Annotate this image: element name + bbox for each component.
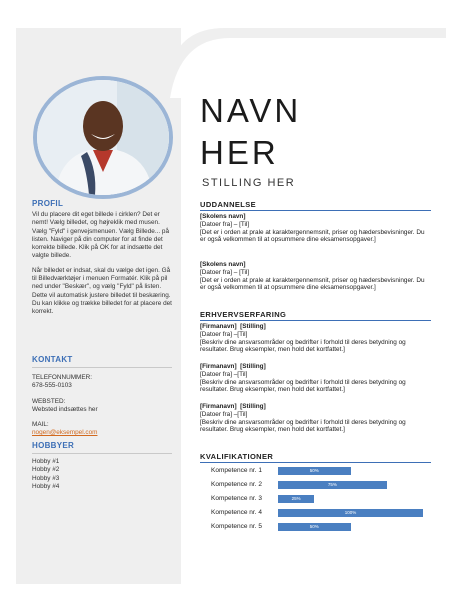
education-dates: [Datoer fra] – [Til] <box>200 268 250 276</box>
skill-label: Kompetence nr. 2 <box>211 481 262 488</box>
skill-row <box>200 480 431 490</box>
profile-heading: PROFIL <box>32 199 64 208</box>
education-dates: [Datoer fra] – [Til] <box>200 220 250 228</box>
job-role: [Stilling] <box>240 403 266 410</box>
education-entry <box>200 213 431 244</box>
experience-dates: [Datoer fra] –[Til] <box>200 330 248 338</box>
hobby-item: Hobby #1 <box>32 458 60 465</box>
phone-label: TELEFONNUMMER: <box>32 374 93 381</box>
skill-label: Kompetence nr. 1 <box>211 467 262 474</box>
experience-dates: [Datoer fra] –[Til] <box>200 410 248 418</box>
skill-label: Kompetence nr. 4 <box>211 509 262 516</box>
hobby-item: Hobby #2 <box>32 466 60 474</box>
skill-level-value: 50% <box>309 524 319 529</box>
company-name: [Firmanavn] <box>200 403 237 410</box>
contact-divider <box>32 367 172 368</box>
profile-photo[interactable] <box>33 76 173 199</box>
skill-level-bar <box>278 509 423 517</box>
hobbies-section <box>32 441 172 491</box>
header-arc-shape <box>170 28 446 98</box>
skill-level-value: 75% <box>327 482 337 487</box>
education-entry <box>200 261 431 292</box>
hobby-item: Hobby #4 <box>32 482 60 490</box>
skill-level-bar <box>278 523 351 531</box>
website-value: Websted indsættes her <box>32 405 98 413</box>
skill-label: Kompetence nr. 5 <box>211 523 262 530</box>
experience-entry <box>200 323 431 354</box>
experience-entry <box>200 403 431 434</box>
skill-row <box>200 466 431 476</box>
education-rule <box>200 210 431 211</box>
experience-heading: ERHVERVSERFARING <box>200 310 287 319</box>
phone-value: 678-555-0103 <box>32 382 72 390</box>
skill-level-bar <box>278 481 387 489</box>
hobbies-heading: HOBBYER <box>32 441 75 450</box>
experience-dates: [Datoer fra] –[Til] <box>200 370 248 378</box>
footer-arc-shape <box>160 520 200 584</box>
hobby-item: Hobby #3 <box>32 474 60 482</box>
skill-level-bar <box>278 495 314 503</box>
experience-entry <box>200 363 431 394</box>
experience-description: [Beskriv dine ansvarsområder og bedrifter i forhold til deres betydning og resultater. Brug eksempler, men hold det kortfattet.] <box>200 418 406 434</box>
name-line-2: HER <box>200 134 279 171</box>
skill-level-value: 100% <box>344 510 357 515</box>
education-description: [Det er i orden at prale at karaktergennemsnit, priser og hædersbevisninger. Du er også velkommen til at opsummere dine eksamensopgaver.] <box>200 276 425 292</box>
skill-level-value: 25% <box>291 496 301 501</box>
job-role: [Stilling] <box>240 323 266 330</box>
skill-row <box>200 494 431 504</box>
experience-description: [Beskriv dine ansvarsområder og bedrifter i forhold til deres betydning og resultater. Brug eksempler, men hold det kortfattet.] <box>200 378 406 394</box>
education-heading: UDDANNELSE <box>200 200 257 209</box>
education-description: [Det er i orden at prale at karaktergennemsnit, priser og hædersbevisninger. Du er også velkommen til at opsummere dine eksamensopgaver.] <box>200 228 425 244</box>
skill-row <box>200 522 431 532</box>
school-name: [Skolens navn] <box>200 213 246 220</box>
qualifications-heading: KVALIFIKATIONER <box>200 452 274 461</box>
profile-text: Vil du placere dit eget billede i cirklen? Det er nemt! Vælg billedet, og højreklik med musen. Vælg "Fyld" i genvejsmenuen. Vælg Billede... på listen. Naviger på din computer for at finde det korrekte billede. Klik på OK for at indsætte det valgte billede. <box>32 211 170 260</box>
skill-label: Kompetence nr. 3 <box>211 495 262 502</box>
company-name: [Firmanavn] <box>200 363 237 370</box>
email-label: MAIL: <box>32 421 49 429</box>
company-name: [Firmanavn] <box>200 323 237 330</box>
website-label: WEBSTED: <box>32 397 66 405</box>
contact-heading: KONTAKT <box>32 355 73 364</box>
job-title: STILLING HER <box>202 177 296 189</box>
skill-level-value: 50% <box>309 468 319 473</box>
qualifications-rule <box>200 462 431 463</box>
profile-text-2: Når billedet er indsat, skal du vælge det igen. Gå til Billedværktøjer i menuen Formatér. Klik på pil ned under "Beskær", og vælg "Fyld" på listen. Dette vil automatisk justere billedet til beskæring. Du kan klikke og trække billedet for at placere det korrekt. <box>32 266 172 316</box>
job-role: [Stilling] <box>240 363 266 370</box>
skill-level-bar <box>278 467 351 475</box>
school-name: [Skolens navn] <box>200 261 246 268</box>
skill-row <box>200 508 431 518</box>
profile-section <box>32 199 172 317</box>
name-line-1: NAVN <box>200 92 302 129</box>
experience-description: [Beskriv dine ansvarsområder og bedrifter i forhold til deres betydning og resultater. Brug eksempler, men hold det kortfattet.] <box>200 338 406 354</box>
hobbies-divider <box>32 453 172 454</box>
email-link[interactable]: nogen@eksempel.com <box>32 429 98 437</box>
contact-section <box>32 355 172 438</box>
experience-rule <box>200 320 431 321</box>
